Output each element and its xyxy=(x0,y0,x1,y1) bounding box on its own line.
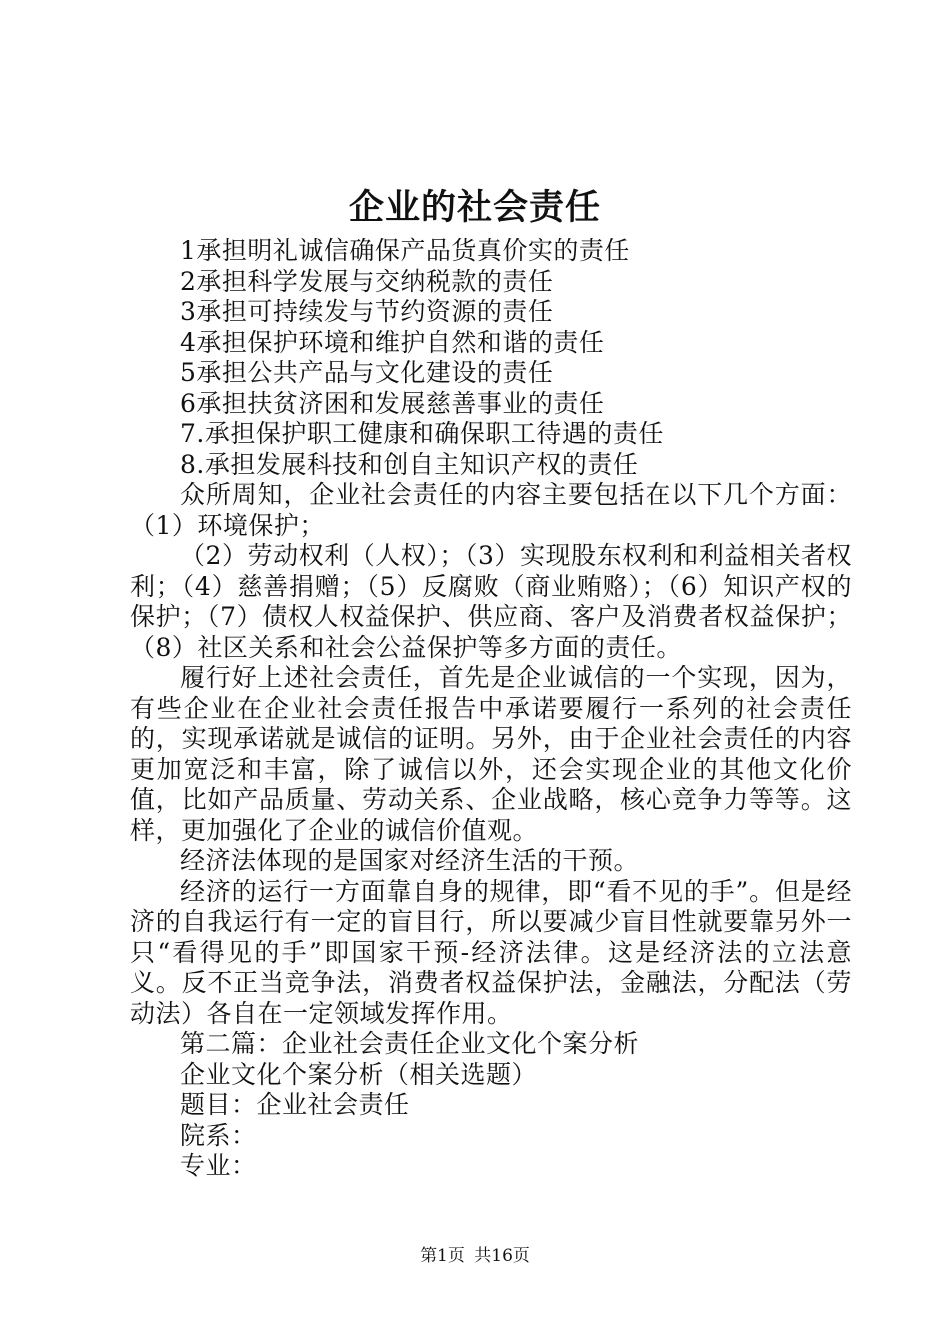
responsibility-item-5: 5承担公共产品与文化建设的责任 xyxy=(180,358,554,387)
field-major: 专业： xyxy=(180,1151,257,1180)
responsibility-item-4: 4承担保护环境和维护自然和谐的责任 xyxy=(180,327,605,357)
section-heading-part-two: 第二篇：企业社会责任企业文化个案分析 xyxy=(180,1029,640,1058)
document-title: 企业的社会责任 xyxy=(348,187,601,228)
responsibility-item-8: 8.承担发展科技和创自主知识产权的责任 xyxy=(180,449,639,479)
paragraph-aspects: （2）劳动权利（人权）；（3）实现股东权利和利益相关者权利；（4）慈善捐赠；（5）反腐败（商业贿赂）；（6）知识产权的保护；（7）债权人权益保护、供应商、客户及消费者权益保护；（8）社区关系和社会公益保护等多方面的责任。 xyxy=(130,541,852,662)
field-topic: 题目：企业社会责任 xyxy=(180,1090,410,1119)
paragraph-case-analysis: 企业文化个案分析（相关选题） xyxy=(180,1059,538,1089)
document-body xyxy=(130,236,852,1182)
page-number-footer: 第1页 共16页 xyxy=(420,1246,530,1266)
responsibility-item-2: 2承担科学发展与交纳税款的责任 xyxy=(180,266,554,296)
field-department: 院系： xyxy=(180,1120,257,1150)
paragraph-economic-law: 经济法体现的是国家对经济生活的干预。 xyxy=(180,846,640,875)
responsibility-item-6: 6承担扶贫济困和发展慈善事业的责任 xyxy=(180,388,605,418)
paragraph-invisible-hand: 经济的运行一方面靠自身的规律，即“看不见的手”。但是经济的自我运行有一定的盲目行，所以要减少盲目性就要靠另外一只“看得见的手”即国家干预-经济法律。这是经济法的立法意义。反不正当竞争法，消费者权益保护法，金融法，分配法（劳动法）各自在一定领域发挥作用。 xyxy=(130,876,852,1028)
responsibility-item-1: 1承担明礼诚信确保产品货真价实的责任 xyxy=(180,236,630,265)
responsibility-item-3: 3承担可持续发与节约资源的责任 xyxy=(180,297,554,326)
responsibility-item-7: 7.承担保护职工健康和确保职工待遇的责任 xyxy=(180,419,664,448)
paragraph-overview: 众所周知，企业社会责任的内容主要包括在以下几个方面：（1）环境保护； xyxy=(130,480,852,540)
paragraph-integrity: 履行好上述社会责任，首先是企业诚信的一个实现，因为，有些企业在企业社会责任报告中承诺要履行一系列的社会责任的，实现承诺就是诚信的证明。另外，由于企业社会责任的内容更加宽泛和丰富，除了诚信以外，还会实现企业的其他文化价值，比如产品质量、劳动关系、企业战略，核心竞争力等等。这样，更加强化了企业的诚信价值观。 xyxy=(130,663,852,845)
